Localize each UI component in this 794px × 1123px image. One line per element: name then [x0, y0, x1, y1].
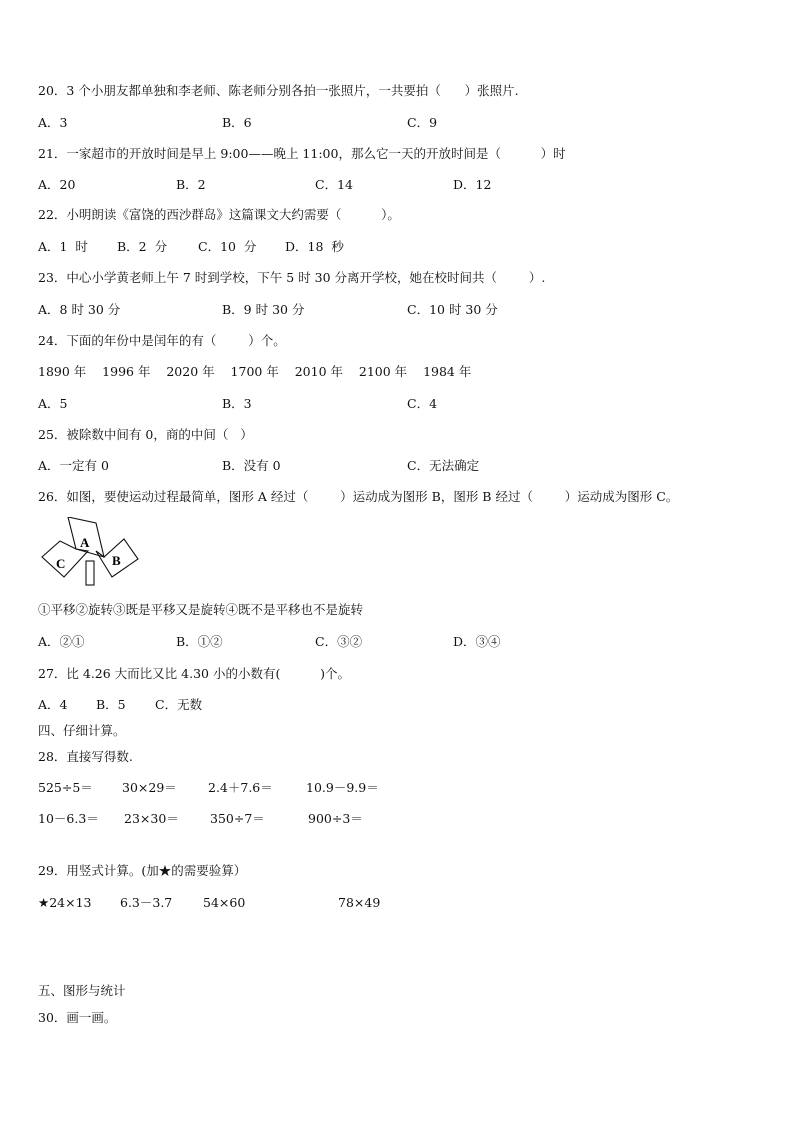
q28-stem: 28．直接写得数. — [38, 749, 133, 764]
q25-stem: 25．被除数中间有 0，商的中间（ ） — [38, 427, 253, 442]
q24-option-b[interactable]: B．3 — [222, 396, 252, 411]
q21-option-c[interactable]: C．14 — [315, 177, 353, 192]
q28-item: 525÷5＝ — [38, 780, 93, 795]
q30-stem: 30．画一画。 — [38, 1010, 117, 1025]
q20-option-b[interactable]: B．6 — [222, 115, 252, 130]
q26-option-d[interactable]: D．③④ — [453, 634, 501, 649]
q26-option-a[interactable]: A．②① — [38, 634, 85, 649]
q24-stem: 24．下面的年份中是闰年的有（ ）个。 — [38, 333, 286, 348]
q28-item: 350÷7＝ — [210, 811, 265, 826]
figure-label-c: C — [56, 556, 66, 571]
q24-years: 1890 年 1996 年 2020 年 1700 年 2010 年 2100 年 1984 年 — [38, 364, 472, 379]
q24-option-a[interactable]: A．5 — [38, 396, 68, 411]
q28-item: 10－6.3＝ — [38, 811, 99, 826]
q27-stem: 27．比 4.26 大而比又比 4.30 小的小数有( )个。 — [38, 666, 350, 681]
q29-item: ★24×13 — [38, 895, 92, 910]
q23-stem: 23．中心小学黄老师上午 7 时到学校，下午 5 时 30 分离开学校，她在校时间共（ ）. — [38, 270, 546, 285]
q28-item: 2.4＋7.6＝ — [208, 780, 273, 795]
section-4-title: 四、仔细计算。 — [38, 723, 126, 738]
q21-option-a[interactable]: A．20 — [38, 177, 76, 192]
q25-option-c[interactable]: C．无法确定 — [407, 458, 480, 473]
q21-stem: 21．一家超市的开放时间是早上 9:00——晚上 11:00，那么它一天的开放时间是（ ）时 — [38, 146, 566, 161]
q28-item: 900÷3＝ — [308, 811, 363, 826]
q27-option-c[interactable]: C．无数 — [155, 697, 203, 712]
q23-option-a[interactable]: A．8 时 30 分 — [38, 302, 121, 317]
q24-option-c[interactable]: C．4 — [407, 396, 438, 411]
q27-option-a[interactable]: A．4 — [38, 697, 68, 712]
q22-option-c[interactable]: C．10 分 — [198, 239, 257, 254]
q29-stem: 29．用竖式计算。(加★的需要验算） — [38, 863, 247, 878]
q28-item: 10.9－9.9＝ — [306, 780, 379, 795]
q22-option-a[interactable]: A．1 时 — [38, 239, 88, 254]
q29-item: 6.3－3.7 — [120, 895, 173, 910]
q23-option-b[interactable]: B．9 时 30 分 — [222, 302, 305, 317]
q26-stem: 26．如图，要使运动过程最简单，图形 A 经过（ ）运动成为图形 B，图形 B 经过（ ）运动成为图形 C。 — [38, 489, 679, 504]
q25-option-b[interactable]: B．没有 0 — [222, 458, 281, 473]
q26-option-c[interactable]: C．③② — [315, 634, 363, 649]
q29-item: 78×49 — [338, 895, 381, 910]
section-5-title: 五、图形与统计 — [38, 983, 126, 998]
q22-stem: 22．小明朗读《富饶的西沙群岛》这篇课文大约需要（ ）。 — [38, 207, 400, 222]
q26-choices-line: ①平移②旋转③既是平移又是旋转④既不是平移也不是旋转 — [38, 602, 364, 617]
q28-item: 30×29＝ — [122, 780, 177, 795]
q25-option-a[interactable]: A．一定有 0 — [38, 458, 109, 473]
q20-option-a[interactable]: A．3 — [38, 115, 68, 130]
figure-label-b: B — [112, 553, 121, 568]
stem-rectangle — [86, 561, 94, 585]
q23-option-c[interactable]: C．10 时 30 分 — [407, 302, 498, 317]
figure-label-a: A — [80, 535, 90, 550]
q29-item: 54×60 — [203, 895, 246, 910]
q28-item: 23×30＝ — [124, 811, 179, 826]
rotation-figure — [38, 517, 142, 589]
q20-option-c[interactable]: C．9 — [407, 115, 438, 130]
q21-option-d[interactable]: D．12 — [453, 177, 492, 192]
q21-option-b[interactable]: B．2 — [176, 177, 206, 192]
q22-option-b[interactable]: B．2 分 — [117, 239, 168, 254]
q26-option-b[interactable]: B．①② — [176, 634, 223, 649]
q20-stem: 20．3 个小朋友都单独和李老师、陈老师分别各拍一张照片，一共要拍（ ）张照片. — [38, 83, 519, 98]
q27-option-b[interactable]: B．5 — [96, 697, 126, 712]
q22-option-d[interactable]: D．18 秒 — [285, 239, 344, 254]
